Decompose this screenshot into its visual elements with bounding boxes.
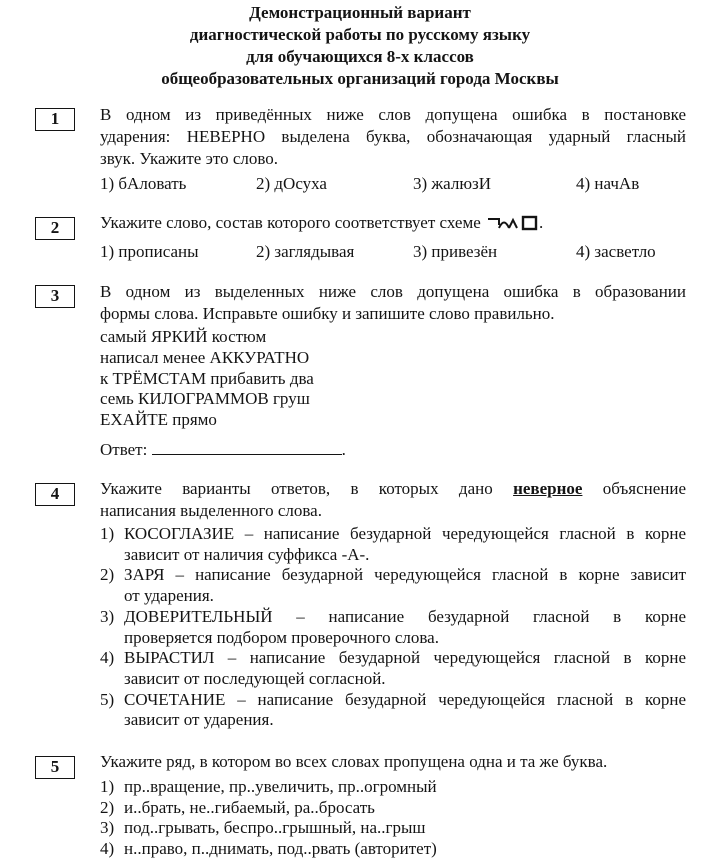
answer-option[interactable]: 4) засветло [576,242,656,261]
answer-option[interactable] [100,648,686,689]
task-4-options [100,524,686,731]
answer-option[interactable] [100,607,686,648]
task-text-line: В одном из приведённых ниже слов допущена ошибка в постановке [100,105,686,124]
answer-option[interactable]: 1) бАловать [100,174,187,193]
task-text-end: . [539,213,544,232]
title-line: Демонстрационный вариант [249,3,471,22]
answer-option[interactable] [100,690,686,731]
option-text: под..грывать, беспро..грышный, на..грыш [124,818,426,838]
task-2-text [100,212,686,234]
task-number-box: 4 [35,483,75,506]
answer-option[interactable]: 2) заглядывая [256,242,355,261]
option-text: проверяется подбором проверочного слова. [124,627,439,647]
answer-option[interactable] [100,777,686,798]
morpheme-scheme-icon [487,215,539,233]
task-text-line [100,478,686,500]
option-number: 3) [100,606,115,626]
task-text-line: Укажите ряд, в котором во всех словах пропущена одна и та же буква. [100,752,608,771]
phrase-item: ЕХАЙТЕ прямо [100,410,217,430]
option-text: СОЧЕТАНИЕ – написание безударной чередующейся гласной в корне [124,689,686,709]
option-text: ЗАРЯ – написание безударной чередующейся гласной в корне зависит [124,565,686,585]
phrase-item: самый ЯРКИЙ костюм [100,327,267,346]
task-number-box: 1 [35,108,75,131]
task-text-line: В одном из выделенных ниже слов допущена ошибка в образовании [100,282,686,301]
option-text: КОСОГЛАЗИЕ – написание безударной чередующейся гласной в корне [124,524,686,543]
option-number: 4) [100,839,115,859]
task-3-text [100,281,686,325]
answer-option[interactable] [100,798,686,819]
answer-label: Ответ: [100,440,148,459]
answer-option[interactable]: 3) привезён [413,242,498,261]
option-number: 4) [100,648,115,668]
option-number: 3) [100,818,115,838]
task-5-options [100,777,686,860]
task-1-text [100,104,686,170]
answer-option[interactable]: 3) жалюзИ [413,174,492,193]
task-text-line: ударения: НЕВЕРНО выделена буква, обозначающая ударный гласный [100,127,686,146]
answer-option[interactable]: 4) начАв [576,174,640,193]
task-text-line: написания выделенного слова. [100,501,322,520]
option-text: от ударения. [124,586,214,606]
task-5-text [100,751,686,773]
task-number-box: 3 [35,285,75,308]
title-line: диагностической работы по русскому языку [189,25,531,44]
option-number: 5) [100,689,115,709]
answer-option[interactable] [100,839,686,860]
option-number: 1) [100,524,115,543]
phrase-item: семь КИЛОГРАММОВ груш [100,389,310,409]
answer-input-line[interactable] [152,438,342,455]
task-text-line: звук. Укажите это слово. [100,149,279,168]
task-text-part: объяснение [602,479,687,498]
answer-end: . [341,440,346,459]
option-text: ДОВЕРИТЕЛЬНЫЙ – написание безударной гласной в корне [124,606,686,626]
option-text: зависит от последующей согласной. [124,668,386,688]
answer-row [100,438,686,461]
option-text: ВЫРАСТИЛ – написание безударной чередующейся гласной в корне [124,648,686,668]
option-text: пр..вращение, пр..увеличить, пр..огромный [124,777,437,796]
phrase-item: написал менее АККУРАТНО [100,347,310,367]
task-text-line: формы слова. Исправьте ошибку и запишите слово правильно. [100,304,555,323]
title-line: для обучающихся 8-х классов [246,47,474,66]
task-number-box: 2 [35,217,75,240]
answer-option[interactable] [100,818,686,839]
option-text: и..брать, не..гибаемый, ра..бросать [124,797,375,817]
option-number: 2) [100,797,115,817]
option-text: зависит от наличия суффикса -А-. [124,544,370,564]
answer-option[interactable]: 1) прописаны [100,242,199,261]
task-number-box: 5 [35,756,75,779]
task-text-part: Укажите варианты ответов, в которых дано [100,479,493,498]
task-3-phrases [100,327,686,431]
option-number: 2) [100,565,115,585]
phrase-item: к ТРЁМСТАМ прибавить два [100,368,314,388]
task-text-line: Укажите слово, состав которого соответствует схеме [100,213,481,232]
answer-option[interactable]: 2) дОсуха [256,174,327,193]
page-title [0,2,720,90]
task-4-text [100,478,686,522]
option-text: н..право, п..днимать, под..рвать (авторитет) [124,839,437,859]
emphasis-word: неверное [513,479,583,498]
option-text: зависит от ударения. [124,710,274,730]
option-number: 1) [100,777,115,796]
title-line: общеобразовательных организаций города Москвы [161,69,559,88]
answer-option[interactable] [100,565,686,606]
answer-option[interactable] [100,524,686,565]
